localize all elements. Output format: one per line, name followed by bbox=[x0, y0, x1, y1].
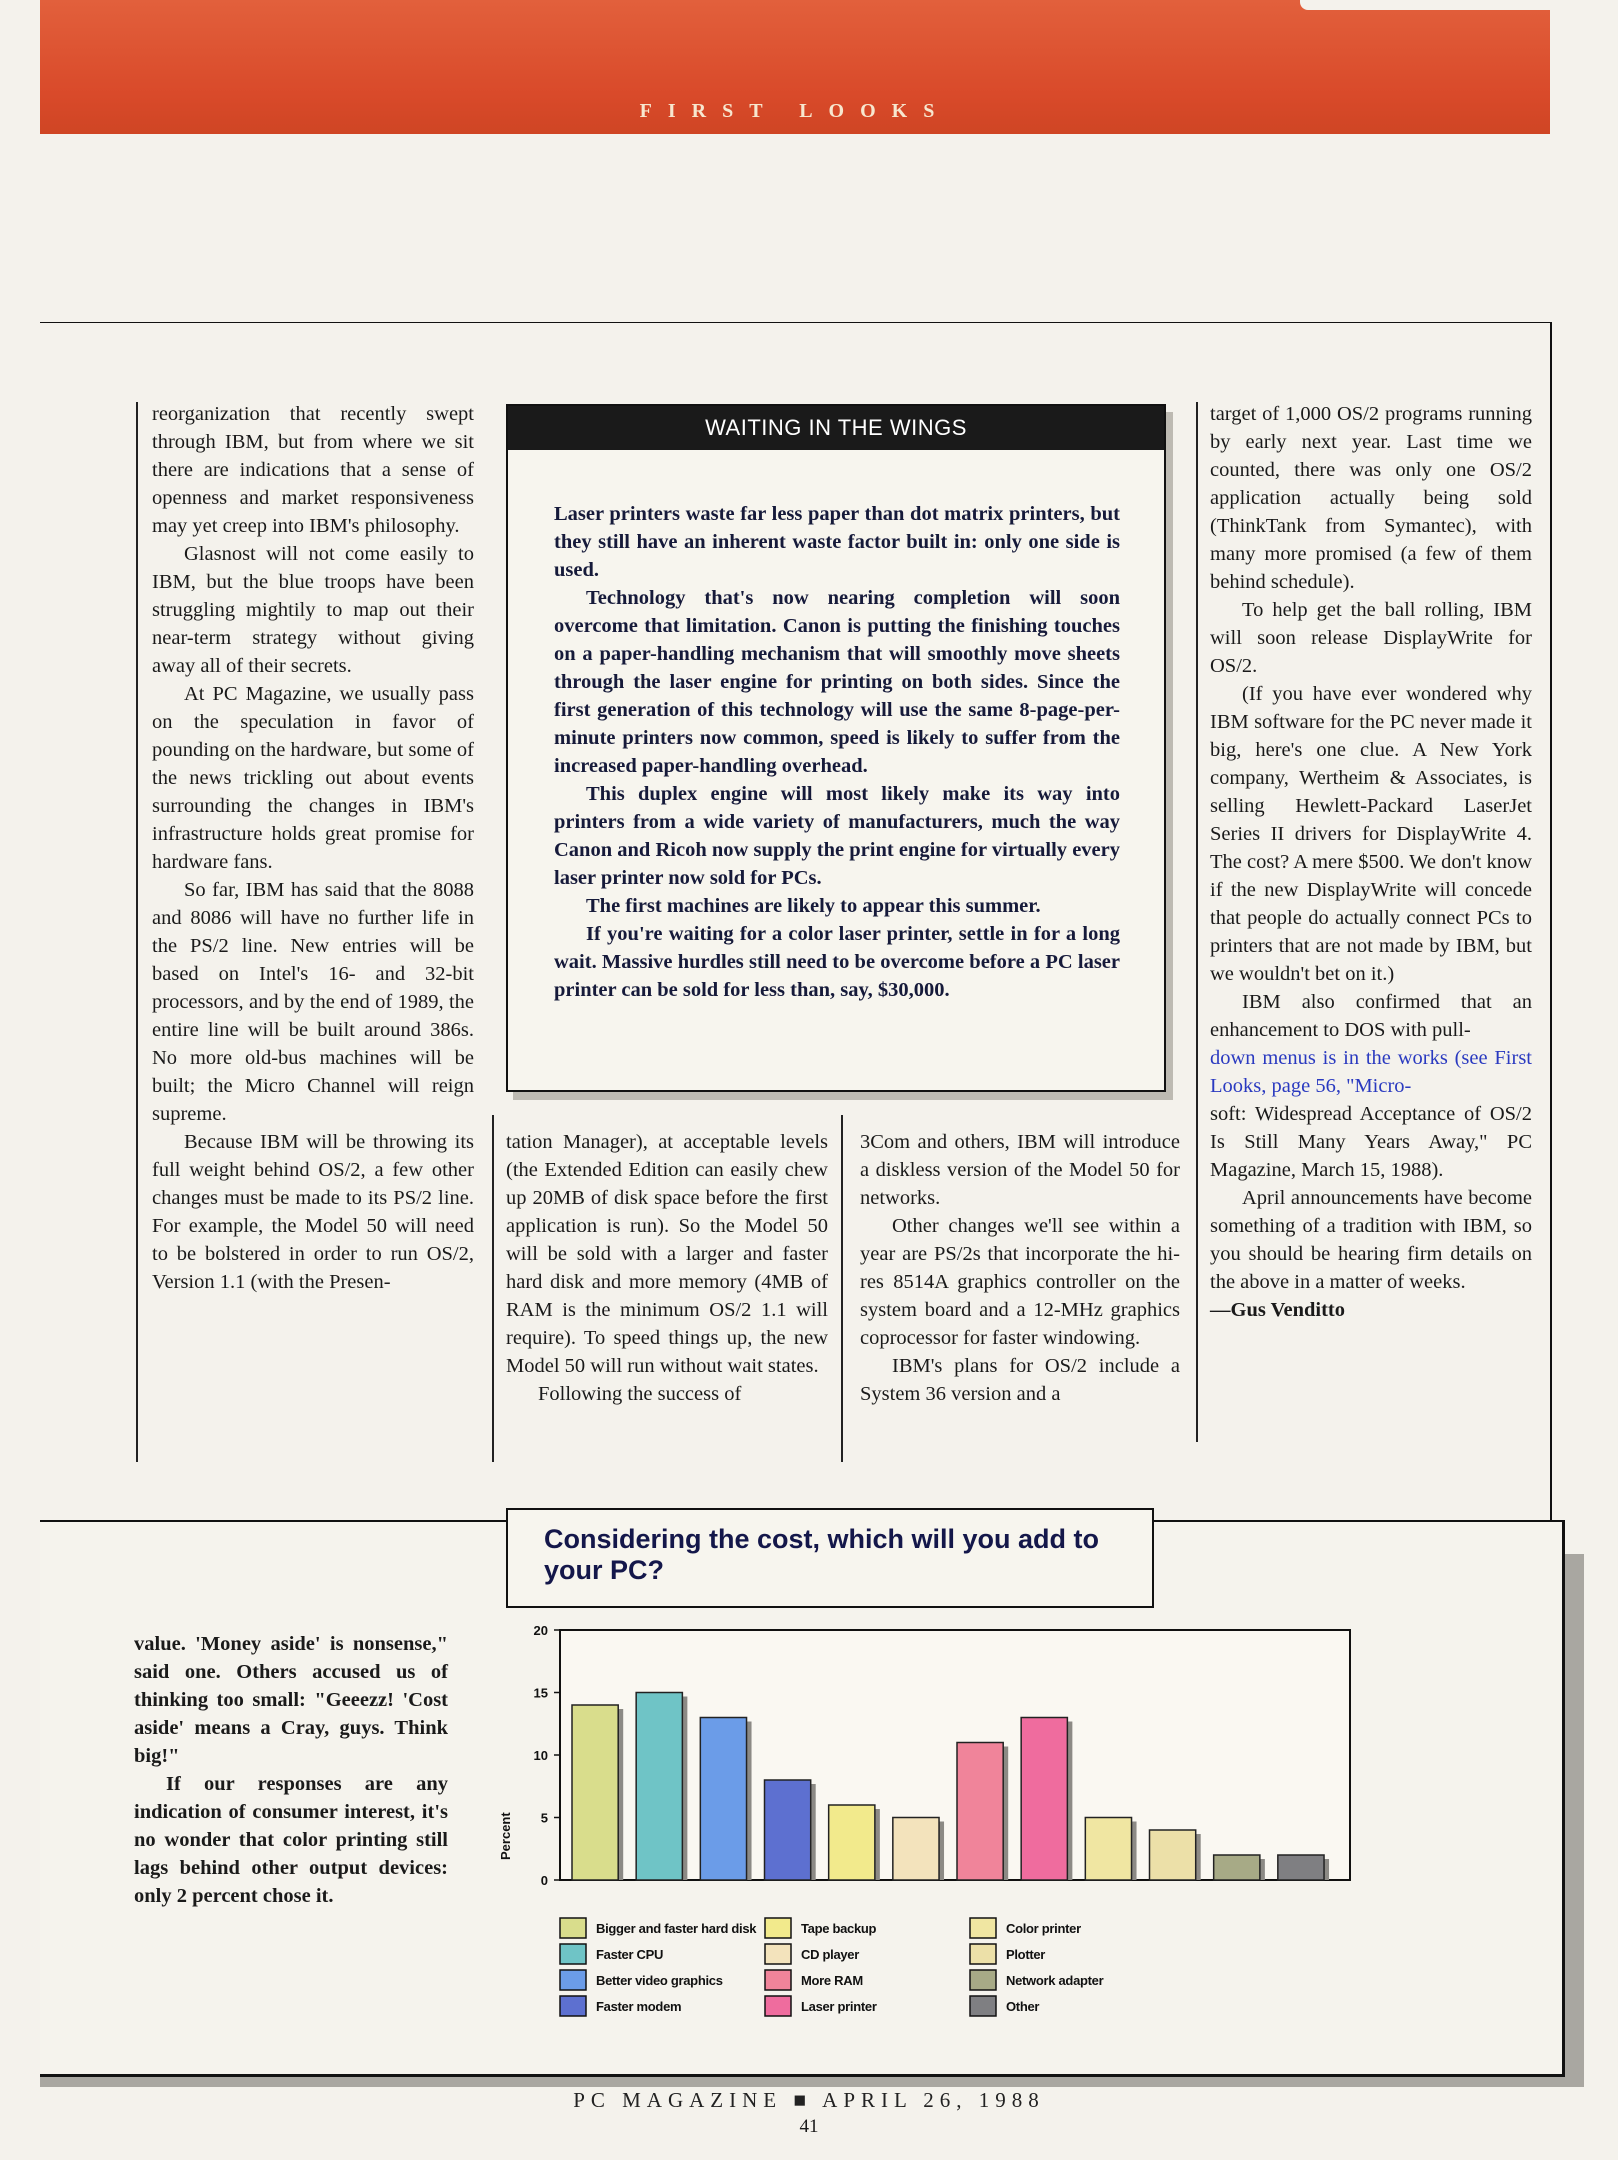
paragraph: The first machines are likely to appear this summer. bbox=[586, 895, 1041, 917]
bar bbox=[765, 1780, 811, 1880]
article-column-2 bbox=[506, 1128, 828, 1408]
paragraph: tation Manager), at acceptable levels (the Extended Edition can easily chew up 20MB of disk space before the first application is run). So the Model 50 will be sold with a larger and faster hard disk and more memory (4MB of RAM is the minimum OS/2 1.1 will require). To speed things up, the new Model 50 will run without wait states. bbox=[506, 1131, 828, 1377]
bar bbox=[893, 1818, 939, 1881]
legend-swatch bbox=[765, 1918, 791, 1938]
legend-label: Bigger and faster hard disk bbox=[596, 1921, 757, 1936]
legend-label: More RAM bbox=[801, 1973, 863, 1988]
legend-label: Tape backup bbox=[801, 1921, 877, 1936]
bar-chart bbox=[490, 1600, 1550, 2070]
legend-swatch bbox=[560, 1996, 586, 2016]
survey-note bbox=[134, 1630, 448, 1910]
bar bbox=[1214, 1855, 1260, 1880]
article-frame-right bbox=[1550, 322, 1552, 1522]
paragraph: At PC Magazine, we usually pass on the speculation in favor of pounding on the hardware, but some of the news trickling out about events surrounding the changes in IBM's infrastructure holds great promise for hardware fans. bbox=[152, 683, 474, 873]
paragraph: Other changes we'll see within a year are PS/2s that incorporate the hi-res 8514A graphics controller on the system board and a 12-MHz graphics coprocessor for faster windowing. bbox=[860, 1215, 1180, 1349]
sidebar-title: WAITING IN THE WINGS bbox=[508, 406, 1164, 450]
column-rule bbox=[492, 1115, 494, 1462]
legend-swatch bbox=[560, 1970, 586, 1990]
legend-label: Faster modem bbox=[596, 1999, 682, 2014]
sidebar-box bbox=[506, 404, 1166, 1092]
legend-label: Laser printer bbox=[801, 1999, 877, 2014]
paragraph: value. 'Money aside' is nonsense," said one. Others accused us of thinking too small: "Geeezz! 'Cost aside' means a Cray, guys. Think big!" bbox=[134, 1633, 448, 1767]
paragraph: So far, IBM has said that the 8088 and 8086 will have no further life in the PS/2 line. New entries will be based on Intel's 16- and 32-bit processors, and by the end of 1989, the entire line will be built around 386s. No more old-bus machines will be built; the Micro Channel will reign supreme. bbox=[152, 879, 474, 1125]
paragraph: IBM's plans for OS/2 include a System 36 version and a bbox=[860, 1355, 1180, 1405]
section-banner bbox=[40, 0, 1550, 134]
cross-reference-link[interactable]: down menus is in the works (see First Looks, page 56, "Micro- bbox=[1210, 1047, 1532, 1097]
paragraph: Following the success of bbox=[538, 1383, 742, 1405]
paragraph: Glasnost will not come easily to IBM, but the blue troops have been struggling mightily to map out their near-term strategy without giving away all of their secrets. bbox=[152, 543, 474, 677]
bar bbox=[1085, 1818, 1131, 1881]
y-tick-label: 20 bbox=[533, 1623, 548, 1638]
legend-swatch bbox=[560, 1918, 586, 1938]
legend-swatch bbox=[765, 1970, 791, 1990]
paragraph: If our responses are any indication of consumer interest, it's no wonder that color printing still lags behind other output devices: only 2 percent chose it. bbox=[134, 1773, 448, 1907]
paragraph: This duplex engine will most likely make its way into printers from a wide variety of manufacturers, much the way Canon and Ricoh now supply the print engine for virtually every laser printer now sold for PCs. bbox=[554, 783, 1120, 889]
legend-swatch bbox=[970, 1996, 996, 2016]
bar bbox=[636, 1693, 682, 1881]
paragraph: 3Com and others, IBM will introduce a diskless version of the Model 50 for networks. bbox=[860, 1131, 1180, 1209]
legend-swatch bbox=[765, 1944, 791, 1964]
sidebar-body bbox=[508, 450, 1164, 1004]
section-title: FIRST LOOKS bbox=[639, 100, 951, 122]
banner-tab bbox=[1300, 0, 1550, 10]
paragraph: target of 1,000 OS/2 programs running by early next year. Last time we counted, there was only one OS/2 application actually being sold (ThinkTank from Symantec), with many more promised (a few of them behind schedule). bbox=[1210, 403, 1532, 593]
legend-label: Other bbox=[1006, 1999, 1040, 2014]
paragraph: IBM also confirmed that an enhancement to DOS with pull- bbox=[1210, 991, 1532, 1041]
chart-shadow bbox=[1562, 1554, 1584, 2084]
paragraph: soft: Widespread Acceptance of OS/2 Is Still Many Years Away," PC Magazine, March 15, 1988). bbox=[1210, 1103, 1532, 1181]
legend-label: CD player bbox=[801, 1947, 859, 1962]
author-signature: —Gus Venditto bbox=[1210, 1299, 1346, 1321]
y-tick-label: 5 bbox=[540, 1810, 548, 1826]
article-frame-top bbox=[40, 322, 1551, 323]
legend-swatch bbox=[970, 1918, 996, 1938]
legend-swatch bbox=[970, 1944, 996, 1964]
paragraph: Because IBM will be throwing its full weight behind OS/2, a few other changes must be made to its PS/2 line. For example, the Model 50 will need to be bolstered in order to run OS/2, Version 1.1 (with the Presen- bbox=[152, 1131, 474, 1293]
article-column-4 bbox=[1210, 400, 1532, 1324]
bar bbox=[572, 1705, 618, 1880]
chart-title-box bbox=[506, 1508, 1154, 1608]
paragraph: (If you have ever wondered why IBM software for the PC never made it big, here's one clue. A New York company, Wertheim & Associates, is selling Hewlett-Packard LaserJet Series II drivers for DisplayWrite 4. The cost? A mere $500. We don't know if the new DisplayWrite will concede that people do actually connect PCs to printers that are not made by IBM, but we wouldn't bet on it.) bbox=[1210, 683, 1532, 985]
legend-label: Plotter bbox=[1006, 1947, 1046, 1962]
y-tick-label: 15 bbox=[533, 1685, 548, 1701]
bar bbox=[700, 1718, 746, 1881]
paragraph: To help get the ball rolling, IBM will soon release DisplayWrite for OS/2. bbox=[1210, 599, 1532, 677]
legend-label: Faster CPU bbox=[596, 1947, 664, 1962]
bar bbox=[1150, 1830, 1196, 1880]
publication-footer: PC MAGAZINE ■ APRIL 26, 1988 bbox=[573, 2088, 1045, 2112]
paragraph: April announcements have become something of a tradition with IBM, so you should be hearing firm details on the above in a matter of weeks. bbox=[1210, 1187, 1532, 1293]
bar bbox=[1278, 1855, 1324, 1880]
paragraph: reorganization that recently swept through IBM, but from where we sit there are indications that a sense of openness and market responsiveness may yet creep into IBM's philosophy. bbox=[152, 403, 474, 537]
bar bbox=[829, 1805, 875, 1880]
bar bbox=[1021, 1718, 1067, 1881]
legend-swatch bbox=[970, 1970, 996, 1990]
legend-label: Better video graphics bbox=[596, 1973, 723, 1988]
article-column-1 bbox=[152, 400, 474, 1296]
legend-label: Network adapter bbox=[1006, 1973, 1104, 1988]
legend-swatch bbox=[560, 1944, 586, 1964]
chart-title: Considering the cost, which will you add to your PC? bbox=[544, 1524, 1100, 1585]
legend-swatch bbox=[765, 1996, 791, 2016]
y-axis-label: Percent bbox=[498, 1812, 513, 1860]
paragraph: Laser printers waste far less paper than dot matrix printers, but they still have an inherent waste factor built in: only one side is used. bbox=[554, 503, 1120, 581]
column-rule bbox=[1196, 402, 1198, 1442]
column-rule bbox=[841, 1115, 843, 1462]
bar bbox=[957, 1743, 1003, 1881]
paragraph: Technology that's now nearing completion will soon overcome that limitation. Canon is putting the finishing touches on a paper-handling mechanism that will smoothly move sheets through the laser engine for printing on both sides. Since the first generation of this technology will use the same 8-page-per-minute printers now common, speed is likely to suffer from the increased paper-handling overhead. bbox=[554, 587, 1120, 777]
page-number: 41 bbox=[799, 2116, 819, 2137]
y-tick-label: 10 bbox=[533, 1748, 548, 1763]
paragraph: If you're waiting for a color laser printer, settle in for a long wait. Massive hurdles still need to be overcome before a PC laser printer can be sold for less than, say, $30,000. bbox=[554, 923, 1120, 1001]
column-rule bbox=[136, 402, 138, 1462]
legend-label: Color printer bbox=[1006, 1921, 1081, 1936]
y-tick-label: 0 bbox=[540, 1873, 548, 1888]
article-column-3 bbox=[860, 1128, 1180, 1408]
